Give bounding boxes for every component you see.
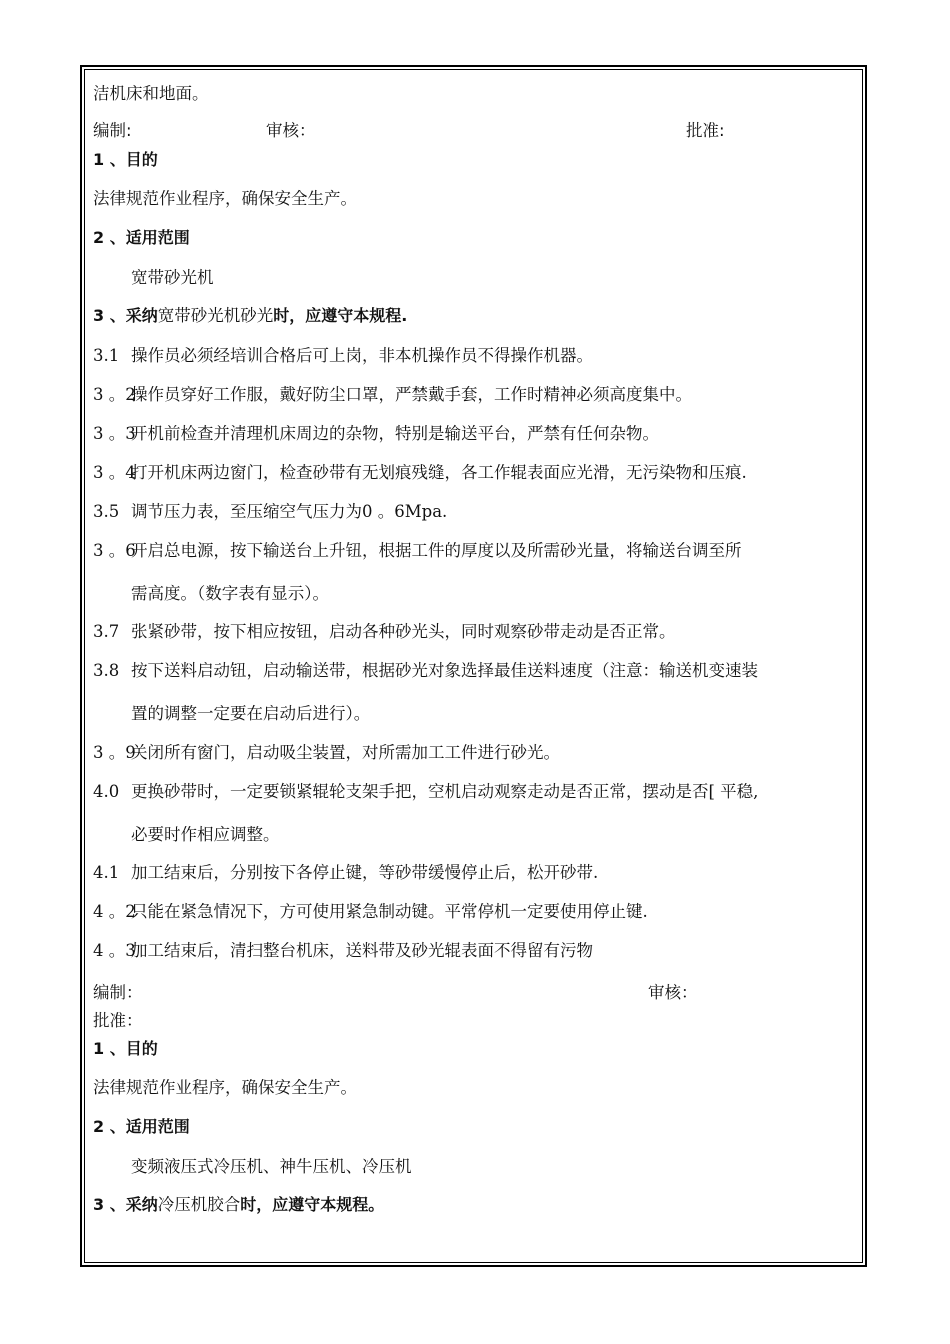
list-item: 3 。3开机前检查并清理机床周边的杂物，特别是输送平台，严禁有任何杂物。	[93, 424, 659, 443]
section-heading-rules: 3 、采纳冷压机胶合时，应遵守本规程。	[93, 1195, 385, 1214]
list-item: 3.8 按下送料启动钮，启动输送带，根据砂光对象选择最佳送料速度（注意：输送机变速装	[93, 661, 758, 680]
section-heading-rules: 3 、采纳宽带砂光机砂光时，应遵守本规程.	[93, 306, 408, 325]
list-item-continuation: 需高度。（数字表有显示）。	[131, 584, 329, 603]
list-item: 3 。4打开机床两边窗门，检查砂带有无划痕残缝，各工作辊表面应光滑，无污染物和压痕.	[93, 463, 747, 482]
list-item: 4.0 更换砂带时，一定要锁紧辊轮支架手把，空机启动观察走动是否正常，摆动是否[ 平稳,	[93, 782, 759, 801]
list-item: 3.5 调节压力表，至压缩空气压力为0 。6Mpa.	[93, 502, 448, 521]
scope-text: 宽带砂光机	[131, 268, 214, 287]
list-item-continuation: 必要时作相应调整。	[131, 825, 280, 844]
section-heading-scope: 2 、适用范围	[93, 228, 190, 247]
list-item: 3.7 张紧砂带，按下相应按钮，启动各种砂光头，同时观察砂带走动是否正常。	[93, 622, 676, 641]
section-heading-scope: 2 、适用范围	[93, 1117, 190, 1136]
list-item: 4 。3加工结束后，清扫整台机床，送料带及砂光辊表面不得留有污物	[93, 941, 593, 960]
purpose-text: 法律规范作业程序，确保安全生产。	[93, 189, 357, 208]
scope-text: 变频液压式冷压机、神牛压机、冷压机	[131, 1157, 412, 1176]
purpose-text: 法律规范作业程序，确保安全生产。	[93, 1078, 357, 1097]
list-item: 3 。2操作员穿好工作服，戴好防尘口罩，严禁戴手套，工作时精神必须高度集中。	[93, 385, 692, 404]
continuation-text: 洁机床和地面。	[93, 84, 209, 103]
sign-review-label: 审核：	[266, 121, 316, 140]
sign-approve-label: 批准：	[93, 1011, 143, 1030]
sign-compile-label: 编制:	[93, 121, 132, 140]
section-heading-purpose: 1 、目的	[93, 150, 158, 169]
list-item: 4.1 加工结束后，分别按下各停止键，等砂带缓慢停止后，松开砂带.	[93, 863, 599, 882]
list-item-continuation: 置的调整一定要在启动后进行）。	[131, 704, 371, 723]
sign-compile-label: 编制：	[93, 983, 143, 1002]
list-item: 3 。6开启总电源，按下输送台上升钮，根据工件的厚度以及所需砂光量，将输送台调至所	[93, 541, 742, 560]
sign-review-label: 审核：	[648, 983, 698, 1002]
sign-approve-label: 批准:	[686, 121, 725, 140]
list-item: 3.1 操作员必须经培训合格后可上岗，非本机操作员不得操作机器。	[93, 346, 593, 365]
section-heading-purpose: 1 、目的	[93, 1039, 158, 1058]
list-item: 4 。2只能在紧急情况下，方可使用紧急制动键。平常停机一定要使用停止键.	[93, 902, 648, 921]
list-item: 3 。9关闭所有窗门，启动吸尘装置，对所需加工工件进行砂光。	[93, 743, 560, 762]
